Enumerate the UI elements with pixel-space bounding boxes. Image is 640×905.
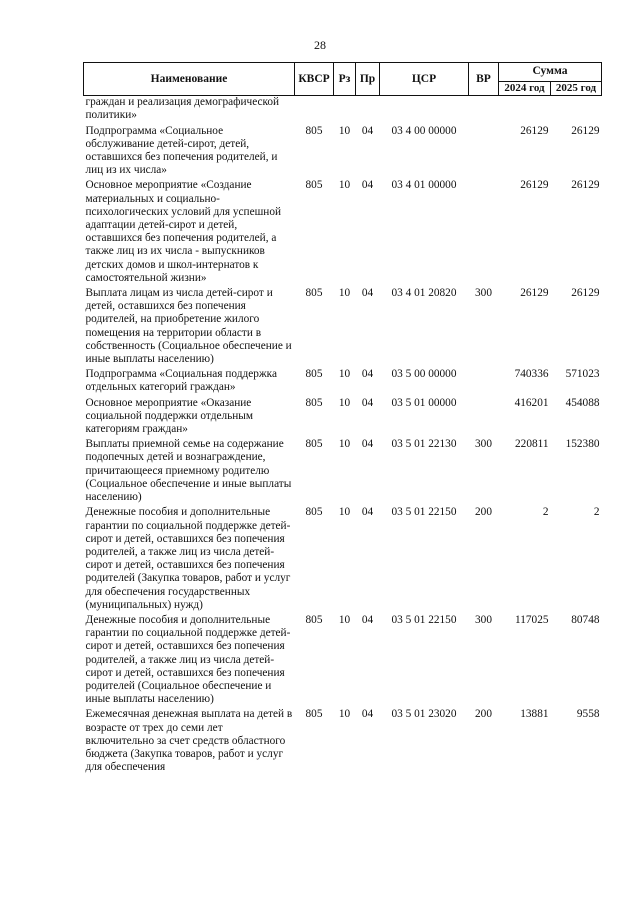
cell-pr: 04 <box>361 287 374 300</box>
table-row <box>84 438 602 506</box>
page-number: 28 <box>314 38 326 52</box>
cell-sum-2025: 2 <box>593 506 600 519</box>
cell-kvsr <box>295 96 334 125</box>
cell-rz: 10 <box>338 506 351 519</box>
header-year-2024: 2024 год <box>499 82 551 96</box>
cell-sum-2024: 26129 <box>520 179 549 192</box>
cell-kvsr: 805 <box>305 506 323 519</box>
table-row <box>84 287 602 368</box>
cell-sum-2024: 13881 <box>520 708 549 721</box>
cell-csr <box>380 96 469 125</box>
cell-sum-2024: 26129 <box>520 124 549 137</box>
cell-pr: 04 <box>361 708 374 721</box>
cell-vr: 300 <box>475 438 492 451</box>
cell-rz <box>334 96 356 125</box>
cell-sum-2024: 2 <box>542 506 549 519</box>
table-row <box>84 614 602 708</box>
cell-sum-2025 <box>551 96 602 125</box>
cell-pr: 04 <box>361 179 374 192</box>
cell-vr: 200 <box>475 506 492 519</box>
cell-vr: 200 <box>475 708 492 721</box>
cell-csr: 03 4 01 20820 <box>391 287 457 300</box>
cell-name: Основное мероприятие «Создание материальных и социально-психологических условий для успешной адаптации детей-сирот и детей, оставшихся без попечения родителей, а также лиц из их числа - выпускников детских домов и школ-интернатов к самостоятельной жизни» <box>85 179 282 284</box>
header-year-2025: 2025 год <box>551 82 602 96</box>
cell-name: Ежемесячная денежная выплата на детей в возрасте от трех до семи лет включительно за счет средств областного бюджета (Закупка товаров, работ и услуг для обеспечения <box>85 708 293 774</box>
cell-kvsr: 805 <box>305 708 323 721</box>
cell-sum-2025: 26129 <box>571 179 600 192</box>
cell-name: Денежные пособия и дополнительные гарантии по социальной поддержке детей-сирот и детей, оставшихся без попечения родителей, а также лиц из числа детей-сирот и детей, оставшихся без попечения родителей (Социальное обеспечение и иные выплаты населению) <box>85 613 291 706</box>
table-row <box>84 96 602 125</box>
cell-vr <box>469 179 499 287</box>
cell-csr: 03 5 01 22150 <box>391 506 457 519</box>
cell-vr <box>469 397 499 439</box>
header-rz: Рз <box>334 63 356 96</box>
cell-rz: 10 <box>338 368 351 381</box>
cell-vr <box>469 368 499 396</box>
cell-csr: 03 5 01 00000 <box>391 396 457 409</box>
header-sum: Сумма <box>499 63 602 82</box>
table-row <box>84 179 602 287</box>
cell-kvsr: 805 <box>305 124 323 137</box>
cell-pr <box>356 96 380 125</box>
cell-name: Подпрограмма «Социальная поддержка отдельных категорий граждан» <box>85 368 277 394</box>
cell-name: Подпрограмма «Социальное обслуживание детей-сирот, детей, оставшихся без попечения родителей, и лиц из их числа» <box>85 124 278 177</box>
table-row <box>84 506 602 614</box>
cell-csr: 03 5 01 22130 <box>391 438 457 451</box>
header-kvsr: КВСР <box>295 63 334 96</box>
cell-sum-2024: 220811 <box>515 438 549 451</box>
cell-sum-2024: 416201 <box>514 396 549 409</box>
cell-csr: 03 5 01 22150 <box>391 613 457 626</box>
header-pr: Пр <box>356 63 380 96</box>
cell-kvsr: 805 <box>305 613 323 626</box>
table-row <box>84 125 602 180</box>
table-body <box>84 96 602 777</box>
budget-table <box>83 62 602 776</box>
cell-kvsr: 805 <box>305 287 323 300</box>
cell-sum-2024: 117025 <box>515 613 549 626</box>
cell-kvsr: 805 <box>305 179 323 192</box>
cell-vr: 300 <box>475 613 492 626</box>
cell-pr: 04 <box>361 368 374 381</box>
header-name: Наименование <box>84 63 295 96</box>
cell-pr: 04 <box>361 124 374 137</box>
cell-rz: 10 <box>338 396 351 409</box>
cell-csr: 03 5 01 23020 <box>391 708 457 721</box>
cell-csr: 03 4 00 00000 <box>391 124 457 137</box>
cell-sum-2025: 9558 <box>576 708 600 721</box>
cell-rz: 10 <box>338 438 351 451</box>
header-csr: ЦСР <box>380 63 469 96</box>
cell-pr: 04 <box>361 396 374 409</box>
cell-vr <box>469 125 499 180</box>
cell-sum-2024: 740336 <box>514 368 549 381</box>
cell-sum-2025: 80748 <box>571 613 600 626</box>
cell-pr: 04 <box>361 506 374 519</box>
cell-rz: 10 <box>338 287 351 300</box>
cell-pr: 04 <box>361 438 374 451</box>
cell-sum-2024 <box>499 96 551 125</box>
cell-rz: 10 <box>338 179 351 192</box>
header-vr: ВР <box>469 63 499 96</box>
cell-rz: 10 <box>338 613 351 626</box>
cell-sum-2025: 571023 <box>565 368 600 381</box>
cell-name: Основное мероприятие «Оказание социальной поддержки отдельным категориям граждан» <box>85 396 254 436</box>
cell-name: граждан и реализация демографической политики» <box>85 96 280 122</box>
cell-kvsr: 805 <box>305 438 323 451</box>
cell-sum-2024: 26129 <box>520 287 549 300</box>
cell-vr <box>469 96 499 125</box>
cell-sum-2025: 26129 <box>571 124 600 137</box>
cell-kvsr: 805 <box>305 396 323 409</box>
cell-name: Выплаты приемной семье на содержание подопечных детей и вознаграждение, причитающееся приемному родителю (Социальное обеспечение и иные выплаты населению) <box>85 438 292 504</box>
cell-pr: 04 <box>361 613 374 626</box>
cell-csr: 03 5 00 00000 <box>391 368 457 381</box>
cell-kvsr: 805 <box>305 368 323 381</box>
cell-rz: 10 <box>338 708 351 721</box>
cell-sum-2025: 26129 <box>571 287 600 300</box>
table-row <box>84 397 602 439</box>
cell-csr: 03 4 01 00000 <box>391 179 457 192</box>
table-row <box>84 368 602 396</box>
cell-rz: 10 <box>338 124 351 137</box>
cell-name: Выплата лицам из числа детей-сирот и детей, оставшихся без попечения родителей, на приобретение жилого помещения на территории области в собственность (Социальное обеспечение и иные выплаты населению) <box>85 287 292 366</box>
cell-sum-2025: 152380 <box>565 438 600 451</box>
cell-name: Денежные пособия и дополнительные гарантии по социальной поддержке детей-сирот и детей, оставшихся без попечения родителей, а также лиц из числа детей-сирот и детей, оставшихся без попечения родителей (Закупка товаров, работ и услуг для обеспечения государственных (муниципальных) нужд) <box>85 506 291 611</box>
cell-vr: 300 <box>475 287 492 300</box>
cell-sum-2025: 454088 <box>565 396 600 409</box>
table-row <box>84 708 602 776</box>
